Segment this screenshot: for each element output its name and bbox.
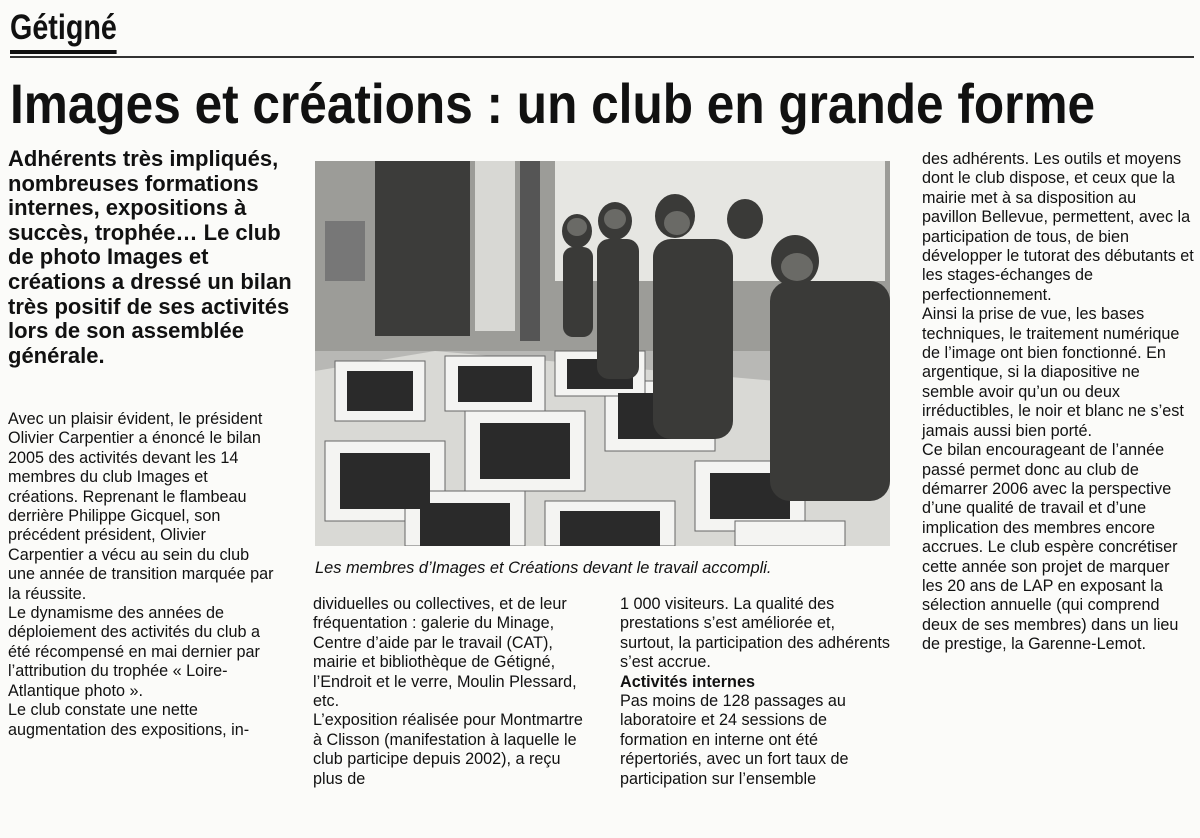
- lead-text: Adhérents très impliqués, nombreuses formations internes, expositions à succès, trophée… Le club de photo Images et créations a dressé un bilan très positif de ses activités lors de son assemblée générale.: [8, 146, 292, 368]
- subheading: Activités internes: [620, 672, 755, 691]
- paragraph: Avec un plaisir évident, le président Olivier Carpentier a énoncé le bilan 2005 des activités devant les 14 membres du club Images et créations. Reprenant le flambeau derrière Philippe Gicquel, son précédent président, Olivier Carpentier a vécu au sein du club une année de transition marquée par la réussite.: [8, 410, 274, 603]
- section-title: Gétigné: [10, 6, 117, 54]
- photo-caption: Les membres d’Images et Créations devant le travail accompli.: [315, 559, 772, 577]
- article-column-4: [922, 150, 1194, 655]
- paragraph: Ce bilan encourageant de l’année passé permet donc au club de démarrer 2006 avec la perspective d’une qualité de travail et d’une implication des membres encore accrues. Le club espère concrétiser cette année son projet de marquer les 20 ans de LAP en exposant la sélection annuelle (qui comprend deux de ses membres) dans un lieu de prestige, la Garenne-Lemot.: [922, 441, 1179, 654]
- article-photo: [315, 161, 890, 546]
- lead-paragraph: [8, 147, 298, 368]
- article-column-3: [620, 595, 890, 789]
- photo-club-members-icon: [315, 161, 890, 546]
- headline: Images et créations : un club en grande forme: [10, 72, 1096, 135]
- paragraph: Le dynamisme des années de déploiement des activités du club a été récompensé en mai dernier par l’attribution du trophée « Loire-Atlantique photo ».: [8, 604, 260, 700]
- paragraph: Ainsi la prise de vue, les bases techniques, le traitement numérique de l’image ont bien fonctionné. En argentique, si la diapositive ne semble avoir qu’un ou deux irréductibles, le noir et blanc ne s’est jamais aussi bien porté.: [922, 305, 1184, 440]
- paragraph: L’exposition réalisée pour Montmartre à Clisson (manifestation à laquelle le club participe depuis 2002), a reçu plus de: [313, 711, 583, 788]
- paragraph: Le club constate une nette augmentation des expositions, in-: [8, 701, 250, 739]
- paragraph: 1 000 visiteurs. La qualité des prestations s’est améliorée et, surtout, la participation des adhérents s’est accrue.: [620, 595, 890, 672]
- paragraph: des adhérents. Les outils et moyens dont le club dispose, et ceux que la mairie met à sa disposition au pavillon Bellevue, permettent, avec la participation de tous, de bien développer le tutorat des débutants et les stages-échanges de perfectionnement.: [922, 150, 1194, 304]
- paragraph: Pas moins de 128 passages au laboratoire et 24 sessions de formation en interne ont été répertoriés, avec un fort taux de participation sur l’ensemble: [620, 692, 849, 788]
- article-column-2: [313, 595, 588, 789]
- paragraph: dividuelles ou collectives, et de leur fréquentation : galerie du Minage, Centre d’aide par le travail (CAT), mairie et bibliothèque de Gétigné, l’Endroit et le verre, Moulin Plessard, etc.: [313, 595, 577, 711]
- article-column-1: [8, 410, 278, 740]
- section-rule: [10, 56, 1194, 58]
